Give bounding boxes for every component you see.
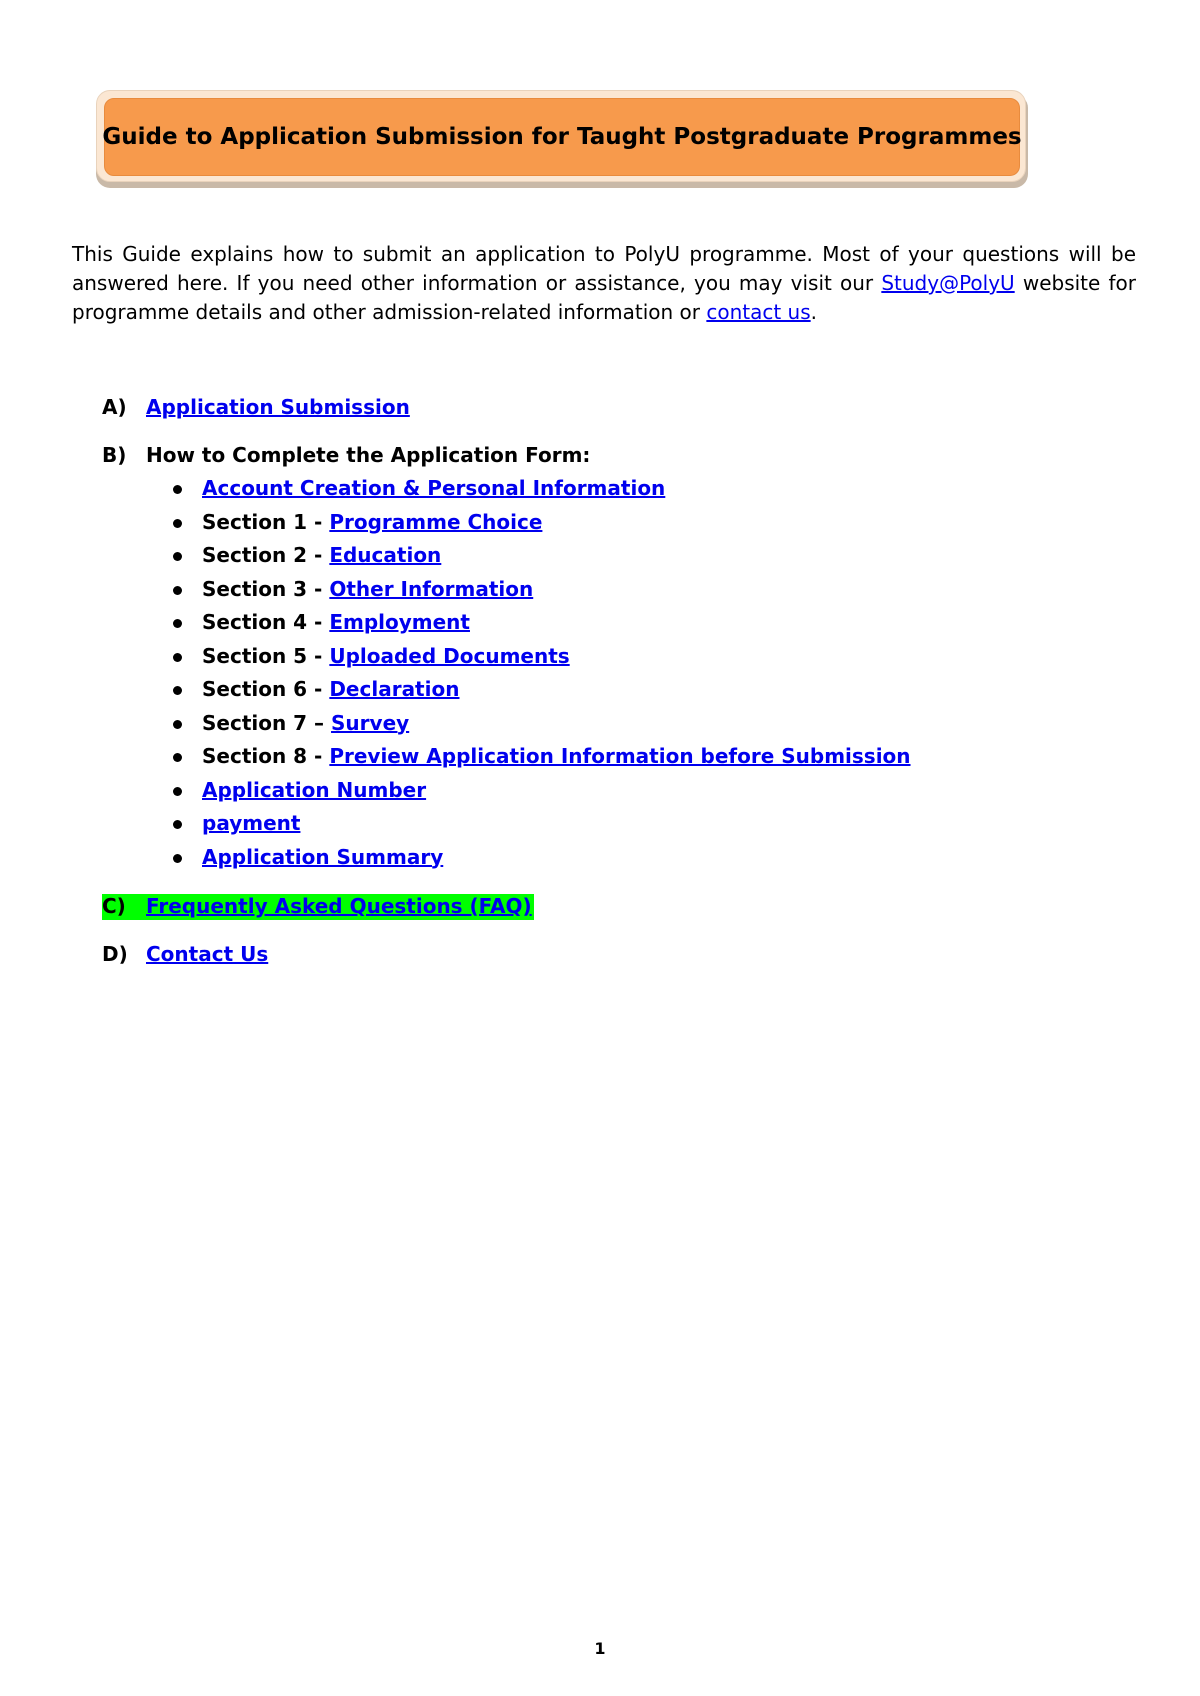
bullet-icon <box>173 653 182 662</box>
programme-choice-link[interactable]: Programme Choice <box>329 509 543 534</box>
bullet-icon <box>173 485 182 494</box>
list-item <box>170 472 911 506</box>
intro-text-1: This Guide explains how to submit an application to PolyU programme. Most of your questions will be answered here. If you need other information or assistance, you may visit our <box>72 242 1136 295</box>
toc-item-b <box>102 440 590 470</box>
bullet-icon <box>173 686 182 695</box>
bullet-icon <box>173 854 182 863</box>
declaration-link[interactable]: Declaration <box>329 677 460 701</box>
toc-letter-c: C) <box>102 894 126 918</box>
list-item <box>170 606 911 640</box>
toc-letter-a: A) <box>102 395 127 419</box>
list-item <box>170 774 911 808</box>
application-submission-link[interactable]: Application Submission <box>146 395 410 419</box>
section-prefix: Section 1 - <box>202 509 330 534</box>
other-information-link[interactable]: Other Information <box>329 576 534 601</box>
list-item <box>170 539 911 573</box>
list-item <box>170 807 911 841</box>
intro-text-3: . <box>810 300 818 324</box>
section-prefix: Section 5 - <box>202 643 330 668</box>
toc-heading-b: How to Complete the Application Form: <box>146 443 591 467</box>
toc-letter-b: B) <box>102 443 127 467</box>
document-title: Guide to Application Submission for Taught Postgraduate Programmes <box>102 124 1022 150</box>
list-item <box>170 573 911 607</box>
application-summary-link[interactable]: Application Summary <box>202 844 444 869</box>
bullet-icon <box>173 787 182 796</box>
list-item <box>170 740 911 774</box>
bullet-icon <box>173 552 182 561</box>
contact-us-link[interactable]: Contact Us <box>146 942 269 966</box>
bullet-icon <box>173 753 182 762</box>
toc-letter-d: D) <box>102 942 128 966</box>
section-prefix: Section 8 - <box>202 744 330 768</box>
section-prefix: Section 3 - <box>202 576 330 601</box>
uploaded-documents-link[interactable]: Uploaded Documents <box>329 643 570 668</box>
faq-highlight <box>102 894 534 920</box>
section-prefix: Section 6 - <box>202 677 330 701</box>
employment-link[interactable]: Employment <box>329 610 470 634</box>
application-number-link[interactable]: Application Number <box>202 777 427 802</box>
study-polyu-link[interactable]: Study@PolyU <box>881 271 1015 295</box>
page-number: 1 <box>594 1639 606 1658</box>
intro-paragraph <box>72 240 1136 327</box>
toc-item-a <box>102 392 410 422</box>
faq-link[interactable]: Frequently Asked Questions (FAQ) <box>146 894 532 918</box>
list-item <box>170 640 911 674</box>
section-prefix: Section 4 - <box>202 610 330 634</box>
list-item <box>170 841 911 875</box>
bullet-icon <box>173 586 182 595</box>
survey-link[interactable]: Survey <box>331 710 410 735</box>
title-box <box>104 98 1020 176</box>
section-prefix: Section 2 - <box>202 543 330 567</box>
payment-link[interactable]: payment <box>202 811 301 835</box>
bullet-icon <box>173 619 182 628</box>
section-prefix: Section 7 – <box>202 710 332 735</box>
list-item <box>170 506 911 540</box>
bullet-icon <box>173 720 182 729</box>
account-creation-link[interactable]: Account Creation & Personal Information <box>202 476 666 500</box>
toc-item-d <box>102 939 268 969</box>
toc-item-c <box>102 891 534 921</box>
list-item <box>170 707 911 741</box>
contact-us-inline-link[interactable]: contact us <box>706 300 811 324</box>
preview-application-link[interactable]: Preview Application Information before Submission <box>329 744 911 768</box>
bullet-icon <box>173 519 182 528</box>
education-link[interactable]: Education <box>329 543 442 567</box>
bullet-icon <box>173 820 182 829</box>
form-section-list <box>170 472 911 874</box>
intro-text-2: website for programme details and other admission-related information or <box>72 271 1136 324</box>
list-item <box>170 673 911 707</box>
